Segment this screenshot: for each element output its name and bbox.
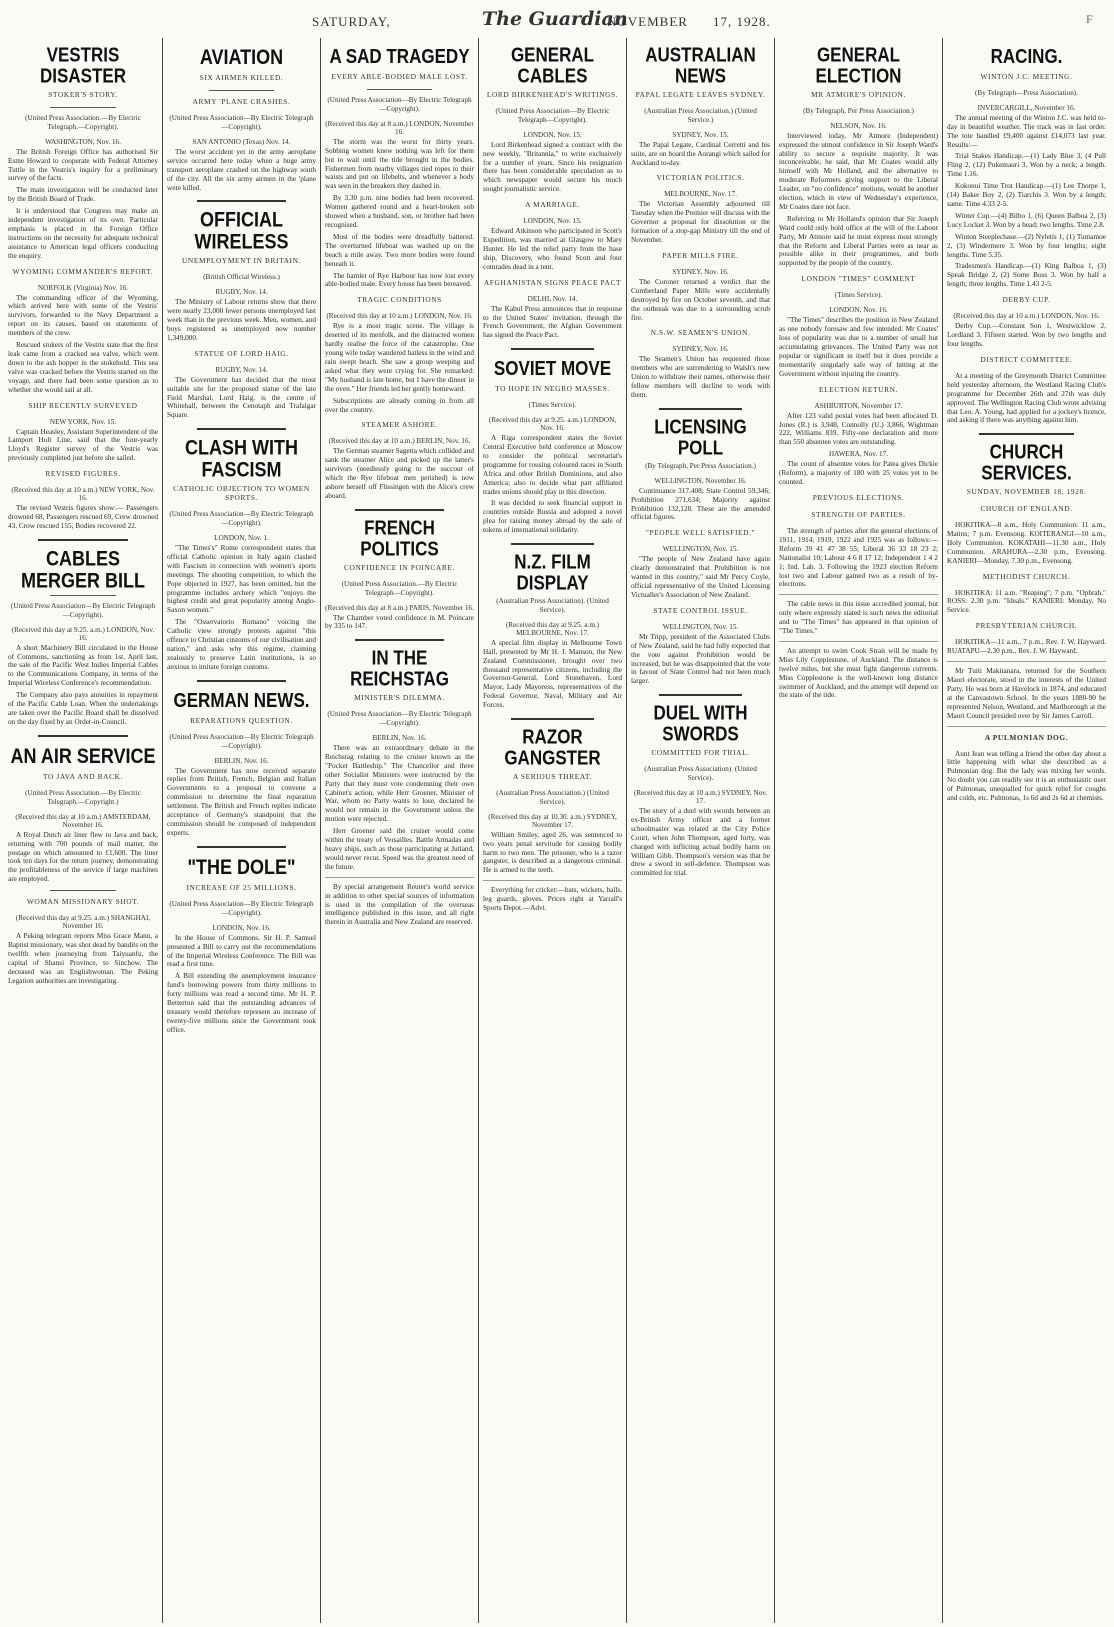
dateline: RUGBY, Nov. 14. bbox=[215, 288, 268, 297]
credit: (By Telegraph—Press Association). bbox=[975, 88, 1078, 97]
subhead: "PEOPLE WELL SATISFIED." bbox=[645, 528, 756, 538]
paragraph: The story of a duel with swords between an ex-British Army officer and a former schoolmaster was related at the City Police Court, when John Thompson, aged forty, was charged with inflicting actual bodily harm on William Gibb. Thompson's version was that he drew a sword in self-defence. Thompson was committed for trial. bbox=[631, 806, 770, 878]
paragraph: Continuance 317,408; State Control 59,346; Prohibition 271,634; Majority against Prohibition 132,128. These are the amended official figures. bbox=[631, 486, 770, 522]
dateline: (Received this day at 8 a.m.) PARIS, November 16. bbox=[325, 603, 474, 612]
column-2 bbox=[162, 38, 320, 1623]
paragraph: "The people of New Zealand have again clearly demonstrated that Prohibition is not wanted in this country," said Mr Percy Coyle, official representative of the United Licensing Victualler's Association of New Zealand. bbox=[631, 555, 770, 599]
column-1 bbox=[4, 38, 162, 1623]
dateline: HAWERA, Nov. 17. bbox=[828, 450, 889, 459]
subhead: EVERY ABLE-BODIED MALE LOST. bbox=[331, 71, 468, 81]
divider bbox=[979, 433, 1074, 435]
divider bbox=[511, 543, 594, 545]
subhead: VICTORIAN POLITICS. bbox=[656, 173, 745, 183]
headline: LICENSING POLL bbox=[654, 415, 747, 460]
dateline: (Received this day at 10 a.m.) AMSTERDAM, November 16. bbox=[15, 812, 151, 829]
paragraph: Herr Groener said the cruiser would come within the treaty of Versailles. Battle Armadas and heavy ships, such as those participating at Jutland, would never recur. Speed was the greatest need of the future. bbox=[325, 827, 474, 871]
dateline: LONDON, Nov. 16. bbox=[829, 306, 888, 315]
subhead: STRENGTH OF PARTIES. bbox=[811, 509, 906, 519]
subhead: A SERIOUS THREAT. bbox=[512, 771, 593, 781]
credit: (United Press Association—By Electric Telegraph—Copyright). bbox=[10, 601, 156, 619]
subhead: LONDON "TIMES" COMMENT bbox=[801, 274, 916, 284]
dateline: (Received this day at 8 a.m.) LONDON, November 16. bbox=[325, 119, 474, 136]
divider bbox=[483, 880, 622, 881]
paragraph: The main investigation will be conducted later by the British Board of Trade. bbox=[8, 186, 158, 204]
subhead: INCREASE OF 25 MILLIONS. bbox=[186, 882, 297, 892]
dateline: LONDON, Nov. 1. bbox=[214, 534, 269, 543]
subhead: STATE CONTROL ISSUE. bbox=[653, 605, 748, 615]
paragraph: Aunt Jean was telling a friend the other day about a little happening with what she described as a Pulmonian dog. But the lady was mixing her words. No doubt you can readily see it is an enthusiastic user of Pulmonas, unequalled for quick relief for coughs and colds, etc. Pulmonas, 1s 6d and 2s 6d at chemists. bbox=[947, 749, 1106, 803]
credit: (United Press Association—By Electric Telegraph—Copyright). bbox=[327, 95, 472, 113]
divider bbox=[367, 89, 433, 90]
subhead: PAPER MILLS FIRE. bbox=[662, 250, 739, 260]
divider bbox=[50, 595, 116, 596]
subhead: PAPAL LEGATE LEAVES SYDNEY. bbox=[635, 89, 766, 99]
paragraph: Trial Stakes Handicap.—(1) Lady Blue 3, (4 Pull Fling 2, (12) Pukemauri 3. Won by a neck; a length. Time 1.16. bbox=[947, 152, 1106, 179]
dateline: SAN ANTONIO (Texas) Nov. 14. bbox=[192, 137, 291, 146]
paragraph: HOKITIKA: 11 a.m. "Reaping"; 7 p.m. "Ophrah." ROSS: 2.30 p.m. "Ideals." KANIERI: Monday, No Service. bbox=[947, 588, 1106, 615]
subhead: METHODIST CHURCH. bbox=[982, 571, 1071, 581]
paragraph: Rye is a most tragic scene. The village is deserted of its menfolk, and the distracted women hardly realise the force of the catastrophe. One young wife today wandered hatless in the wind and rain swept beach. She saw a group weeping and asked what they were crying for. She remarked: "My husband is late home, but I have the dinner in the oven." Her friends led her gently homeward. bbox=[325, 322, 474, 393]
divider bbox=[197, 428, 286, 430]
subhead: AFGHANISTAN SIGNS PEACE PACT bbox=[483, 277, 622, 287]
divider bbox=[511, 348, 594, 350]
paragraph: The worst accident yet in the army aeroplane service occurred here today when a huge army transport aeroplane crashed on the highway south of the city. All the six army airmen in the 'plane were killed. bbox=[167, 147, 316, 192]
credit: (By Telegraph, Per Press Association.) bbox=[803, 106, 914, 115]
divider bbox=[197, 680, 286, 682]
subhead: LORD BIRKENHEAD'S WRITINGS. bbox=[486, 89, 619, 99]
paragraph: An attempt to swim Cook Strait will be made by Miss Lily Copplestone, of Auckland. The distance is twelve miles, but she must fight dangerous currents. Miss Copplestone is the well-known long distance swimmer of Auckland, and the attempt will depend on the state of the tide. bbox=[779, 646, 938, 700]
subhead: WOMAN MISSIONARY SHOT. bbox=[26, 897, 140, 907]
dateline: (Received this day at 9.25. a.m.) LONDON, Nov. 16. bbox=[11, 625, 155, 642]
dateline: WELLINGTON, Nov. 15. bbox=[662, 545, 739, 554]
masthead-title: The Guardian bbox=[482, 8, 628, 30]
paragraph: The German steamer Sagetta which collided and sank the steamer Alice and picked up the latter's survivors (needlessly going to the succour of which the Rye lifeboat men perished) is now ashore herself off Flissingen with the Alice's crew aboard. bbox=[325, 447, 474, 500]
paragraph: The "Osservatorio Romano" voicing the Catholic view strongly protests against "this offence to Christian customs of our civilisation and nation," and asks why this regime, claiming zealously to preserve Latin institutions, is so anxious to imitate foreign customs. bbox=[167, 618, 316, 671]
dateline: INVERCARGILL, November 16. bbox=[977, 103, 1076, 112]
paragraph: A Riga correspondent states the Soviet Central Executive held conference at Moscow to consider the political secretariat's programme for rousing coloured races in South Africa and other British Dominions, and also America; also to decide what part affiliated trades unions should play in this direction. bbox=[483, 434, 622, 496]
dateline: (Received this day at 10 a.m.) LONDON, Nov. 16. bbox=[953, 312, 1100, 321]
paragraph: Subscriptions are already coming in from all over the country. bbox=[325, 396, 474, 414]
paragraph: The Company also pays annuities in repayment of the Pacific Cable Loan. When the undertakings are taken over the Pacific Board shall be dissolved on the day fixed by an Order-in-Council. bbox=[8, 691, 158, 726]
dateline: (Received this day at 10 a.m.) NEW YORK, Nov. 16. bbox=[11, 486, 155, 503]
paragraph: The count of absentee votes for Patea gives Dickie (Reform), a majority of 180 with 25 votes yet to be counted. bbox=[779, 460, 938, 487]
masthead-mark: F bbox=[1086, 12, 1094, 26]
subhead: DISTRICT COMMITTEE. bbox=[980, 354, 1073, 364]
dateline: LONDON, Nov. 16. bbox=[212, 923, 271, 932]
paragraph: Tradesmen's Handicap.—(1) King Balboa 1, (3) Speak Bridge 2, (2) Some Boss 3. Won by half a length; three lengths. Time 1.43 2-5. bbox=[947, 262, 1106, 289]
subhead: STOKER'S STORY. bbox=[48, 89, 118, 99]
paragraph: "The Times" describes the position in New Zealand as one nobody foresaw and few intended. Mr Coates' loss of popularity was due to a number of small but accumulating grievances. The United Party was not popular or significant in itself but it does provide a momentarily singularly safe way of hitting at the Government without injuring the country. bbox=[779, 316, 938, 378]
dateline: MELBOURNE, Nov. 17. bbox=[664, 190, 737, 199]
credit: (By Telegraph, Per Press Association.) bbox=[645, 461, 756, 470]
headline: GENERAL ELECTION bbox=[815, 43, 902, 88]
dateline: RUGBY, Nov. 14. bbox=[215, 365, 268, 374]
dateline: DELHI, Nov. 14. bbox=[527, 294, 578, 303]
headline: IN THE REICHSTAG bbox=[350, 646, 449, 691]
subhead: REPARATIONS QUESTION. bbox=[190, 715, 293, 725]
subhead: SUNDAY, NOVEMBER 18, 1928. bbox=[966, 487, 1087, 496]
column-7 bbox=[942, 38, 1110, 1623]
dateline: (Received this day at 9.25. a.m.) SHANGHAI, November 16. bbox=[15, 914, 151, 931]
paragraph: A Peking telegram reports Miss Grace Mann, a Baptist missionary, was shot dead by bandits on the twelfth when journeying from Taiyuanfu, the capital of Shansi Province, to Sinchow. The deceased was an Englishwoman. The Peking Legation authorities are investigating. bbox=[8, 932, 158, 985]
paragraph: A short Machinery Bill circulated in the House of Commons, sanctioning as from 1st. April last, the sale of the Pacific West Indies Imperial Cables to the Communications Company, in terms of the Imperial Wireless Conference's recommendation. bbox=[8, 643, 158, 688]
paragraph: The strength of parties after the general elections of 1911, 1914, 1919, 1922 and 1925 was as follows:— Reform 39 41 47 38 55; Liberal 36 33 18 23 2; Nationalist 10; Labour 4 6 8 17 12; Independent 1 4 2 1; Ind. Lab. 3. Following the 1923 election Reform lost two and Labour gained two as a result of by-elections. bbox=[779, 526, 938, 589]
subhead: A MARRIAGE. bbox=[525, 200, 580, 210]
paragraph: Captain Heasley, Assistant Superintendent of the Lamport Holt Line, said that the four-yearly Lloyd's Register survey of the Vestris was previously completed just before she sailed. bbox=[8, 427, 158, 463]
credit: (Australian Press Association.) (United Service.) bbox=[644, 106, 757, 124]
subhead: DERBY CUP. bbox=[1002, 295, 1051, 305]
paragraph: The Seamen's Union has requested those members who are surrendering to Walsh's new Union to withdraw their names, otherwise their fellow members will decline to work with them. bbox=[631, 355, 770, 400]
subhead: TRAGIC CONDITIONS bbox=[357, 295, 442, 305]
paragraph: The commanding officer of the Wyoming, which arrived here with some of the Vestris' survivors, forwarded to the Navy Department a report on its causes, based on statements of members of the crew. bbox=[8, 293, 158, 338]
dateline: (Received this day at 10 a.m.) LONDON, Nov. 16. bbox=[326, 312, 473, 321]
paragraph: Derby Cup.—Constant Son 1, Westwicklow 2, Lordland 3. Fifteen started. Won by two lengths and four lengths. bbox=[947, 322, 1106, 348]
credit: (Australian Press Association). (United Service). bbox=[644, 764, 757, 782]
headline: RAZOR GANGSTER bbox=[504, 725, 601, 770]
paragraph: Mr Tuiti Makitanara, returned for the Southern Maori electorate, stood in the interests of the United Party. He was born at Havelock in 1874, and educated at the Canvastown School. In the years 1880-90 he represented Nelson, Westland, and Marlborough at the Maori Council presided over by Sir James Carroll. bbox=[947, 667, 1106, 720]
subhead: A PULMONIAN DOG. bbox=[984, 732, 1069, 742]
dateline: SYDNEY, Nov. 15. bbox=[672, 130, 729, 139]
dateline: LONDON, Nov. 15. bbox=[523, 217, 582, 226]
paragraph: Everything for cricket:—bats, wickets, balls, leg guards, gloves. Prices right at Yarrall's Sports Depot.—Advt. bbox=[483, 886, 622, 913]
subhead: REVISED FIGURES. bbox=[45, 469, 121, 479]
headline: CLASH WITH FASCISM bbox=[185, 435, 298, 482]
paragraph: A Bill extending the unemployment insurance fund's borrowing powers from thirty millions to forty millions was read a second time. Mr H. P. Betterton said that the outstanding advances of treasury would therefore represent an increase of twenty-five millions since the Government took office. bbox=[167, 972, 316, 1034]
headline: FRENCH POLITICS bbox=[360, 516, 439, 560]
dateline: BERLIN, Nov. 16. bbox=[214, 756, 269, 765]
subhead: SIX AIRMEN KILLED. bbox=[199, 72, 284, 82]
headline: CHURCH SERVICES. bbox=[981, 440, 1072, 485]
headline: A SAD TRAGEDY bbox=[329, 45, 470, 68]
divider bbox=[355, 639, 444, 641]
dateline: LONDON, Nov. 15. bbox=[523, 130, 582, 139]
subhead: TO JAVA AND BACK. bbox=[42, 771, 124, 781]
paragraph: In the House of Commons, Sir H. P. Samuel presented a Bill to carry out the recommendations of the Imperial Wireless Conference. The Bill was read a first time. bbox=[167, 933, 316, 969]
subhead: MINISTER'S DILEMMA. bbox=[354, 693, 445, 703]
paragraph: It was decided to seek financial support in countries outside Russia and adopted a novel plea for raising money abroad by the sale of tokens of international solidarity. bbox=[483, 499, 622, 535]
masthead-day: SATURDAY, bbox=[312, 14, 391, 29]
subhead: N.S.W. SEAMEN'S UNION. bbox=[650, 328, 751, 338]
paragraph: Winton Steeplechase.—(2) Nyletis 1, (1) Tumamoe 2, (3) Windermere 3. Won by four lengths; eight lengths. Time 5.35. bbox=[947, 232, 1106, 259]
paragraph: A special film display in Melbourne Town Hall, presented by Mr H. J. Manson, the New Zealand Commissioner, brought over two thousand representative citizens, including the Governor-General, Lord Stonehaven, Lord Mayor, Lady Mayoress, representatives of the Federal Governor, Naval, Military and Air Forces. bbox=[483, 638, 622, 710]
dateline: BERLIN, Nov. 16. bbox=[372, 734, 427, 743]
headline: OFFICIAL WIRELESS bbox=[194, 207, 289, 254]
headline: GENERAL CABLES bbox=[510, 43, 595, 88]
headline: RACING. bbox=[990, 45, 1063, 68]
paragraph: The Kabul Press announces that in response to the United States' invitation, through the French Government, the Afghan Government has signed the Peace Pact. bbox=[483, 304, 622, 340]
subhead: COMMITTED FOR TRIAL. bbox=[651, 747, 750, 757]
dateline: (Received this day at 10 a.m.) BERLIN, Nov. 16. bbox=[328, 437, 471, 446]
dateline: WELLINGTON, Nov. 15. bbox=[662, 622, 739, 631]
subhead: CONFIDENCE IN POINCARE. bbox=[344, 562, 455, 572]
dateline: NELSON, Nov. 16. bbox=[830, 121, 887, 130]
divider bbox=[355, 509, 444, 511]
divider bbox=[209, 90, 275, 91]
credit: (United Press Association.—By Electric Telegraph—Copyright). bbox=[341, 579, 458, 597]
divider bbox=[659, 408, 742, 410]
paragraph: Mr Tripp, president of the Associated Clubs of New Zealand, said he had fully expected that the vote against Prohibition would be increased, but he was disappointed that the vote in favour of State Control had not been much larger. bbox=[631, 632, 770, 686]
dateline: SYDNEY, Nov. 16. bbox=[672, 267, 729, 276]
dateline: WASHINGTON, Nov. 16. bbox=[45, 137, 121, 146]
paragraph: The Chamber voted confidence in M. Poincare by 335 to 147. bbox=[325, 613, 474, 631]
credit: (United Press Association—By Electric Telegraph—Copyright). bbox=[169, 510, 314, 528]
paragraph: The British Foreign Office has authorised Sir Esme Howard to cooperate with Federal Attorney Tuttle in the Vestris's inquiry for a preliminary survey of the facts. bbox=[8, 147, 158, 183]
credit: (United Press Association.—By Electric Telegraph.—Copyright.) bbox=[25, 788, 141, 806]
paragraph: After 123 valid postal votes had been allocated D. Jones (R.) is 3,948, Connolly (U.) 3,866, Wightman 222, Williams 839. Fifty-one declaration and more than 550 absentee votes are outstanding. bbox=[779, 411, 938, 447]
divider bbox=[779, 641, 938, 642]
divider bbox=[779, 594, 938, 595]
paragraph: HOKITIKA—11 a.m., 7 p.m., Rev. J. W. Hayward. RUATAPU—2.30 p.m., Rev. J. W. Hayward. bbox=[947, 638, 1106, 656]
paragraph: Kokonui Time Trot Handicap.—(1) Lee Thorpe 1, (14) Baker Boy 2, (2) Tiarchis 3. Won by a length; same. Time 4.33 2-5. bbox=[947, 182, 1106, 208]
dateline: (Received this day at 9.25. a.m.) MELBOURNE, Nov. 17. bbox=[505, 620, 600, 637]
dateline: (Received this day at 9.25. a.m.) LONDON, Nov. 16. bbox=[488, 416, 617, 433]
paragraph: Edward Atkinson who participated in Scott's Expedition, was married at Glasgow to Mary Hunter. He led the relief party from the base ship, Discovery, who found Scott and four comrades dead in a tent. bbox=[483, 227, 622, 271]
paragraph: Interviewed today, Mr Atmore (Independent) expressed the utmost confidence in Sir Joseph Ward's ability to secure a requisite majority. It was inconceivable, he said, that Mr Coates would ally himself with Mr Holland, and the alternative to moderate Reformers giving support to the Liberal Leader, on "no confidence" motions, would be another election, which in view of Wednesday's experience, Mr Coates dare not face. bbox=[779, 131, 938, 211]
paragraph: The Victorian Assembly adjourned till Tuesday when the Premier will discuss with the Governor a proposal for dissolution or the formation of a stop-gap Ministry till the end of November. bbox=[631, 200, 770, 245]
paragraph: The Coroner returned a verdict that the Cumberland Paper Mills were accidentally destroyed by fire on October seventh, and that the outbreak was due to a surrounding scrub fire. bbox=[631, 277, 770, 322]
paragraph: "The Times's" Rome correspondent states that official Catholic opinion in Italy again clashed with Fascism in connection with women's sports meetings. The shooting competition, to which the Pope objected in 1927, has been omitted, but the programme includes archery which "enjoys the highest credit and great popularity among Anglo-Saxon women." bbox=[167, 544, 316, 615]
divider bbox=[38, 539, 128, 541]
paragraph: The Government has decided that the most suitable site for the proposed statue of the late Field Marshal, Lord Haig, is the centre of Whitehall, between the Cenotaph and Trafalgar Square. bbox=[167, 375, 316, 420]
paragraph: William Smiley, aged 26, was sentenced to two years penal servitude for causing bodily harm to two men. The prisoner, who is a razor gangster, is described as a dangerous criminal. He is armed to the teeth. bbox=[483, 830, 622, 875]
headline: CABLES MERGER BILL bbox=[21, 546, 145, 593]
divider bbox=[197, 200, 286, 202]
paragraph: It is understood that Congress may make an independent investigation of its own. Particular emphasis is placed in the Foreign Office instructions on the necessity for adequate technical assistance to American legal officers conducting the enquiry. bbox=[8, 207, 158, 260]
divider bbox=[947, 661, 1106, 662]
dateline: WELLINGTON, November 16. bbox=[654, 476, 747, 485]
subhead: SHIP RECENTLY SURVEYED bbox=[28, 400, 138, 410]
headline: AN AIR SERVICE bbox=[10, 743, 156, 768]
paragraph: The Ministry of Labour returns show that there were nearly 23,000 fewer persons unemployed last week than in the previous week. Men, women, and boys registered as unemployed now number 1,349,000. bbox=[167, 298, 316, 342]
divider bbox=[947, 726, 1106, 727]
credit: (United Press Association—By Electric Telegraph—Copyright). bbox=[169, 899, 314, 917]
paragraph: Winter Cup.—(4) Bilbo 1, (6) Queen Balboa 2, (3) Lucy Locket 3. Won by a head; two lengths. Time 2.8. bbox=[947, 211, 1106, 229]
subhead: PRESBYTERIAN CHURCH. bbox=[975, 621, 1078, 631]
credit: (United Press Association—By Electric Telegraph—Copyright). bbox=[327, 710, 472, 728]
paragraph: There was an extraordinary debate in the Reichstag relating to the cruiser known as the "Pocket Battleship." The Chancellor and three other Socialist Ministers were instructed by the Party that they must vote condemning their own Cabinet's action, while Herr Groener, Minister of War, whom no Party wants to lose, declared he would not remain in the Government unless the motion were rejected. bbox=[325, 744, 474, 824]
subhead: TO HOPE IN NEGRO MASSES. bbox=[495, 384, 610, 394]
subhead: WINTON J.C. MEETING. bbox=[980, 71, 1073, 81]
paragraph: Most of the bodies were dreadfully battered. The overturned lifeboat was washed up on the beach a mile away. Two more bodies were found beneath it. bbox=[325, 232, 474, 268]
dateline: ASHBURTON, November 17. bbox=[814, 401, 903, 410]
subhead: STATUE OF LORD HAIG. bbox=[194, 348, 289, 358]
headline: N.Z. FILM DISPLAY bbox=[514, 550, 591, 595]
column-3 bbox=[320, 38, 478, 1623]
credit: (Australian Press Association). (United Service). bbox=[496, 596, 609, 614]
headline: AVIATION bbox=[199, 45, 284, 69]
dateline: SYDNEY, Nov. 16. bbox=[672, 345, 729, 354]
headline: GERMAN NEWS. bbox=[173, 688, 310, 712]
column-5 bbox=[626, 38, 774, 1623]
paragraph: Lord Birkenhead signed a contract with the new weekly, "Britannia," to write exclusively for a number of years. Since his resignation there has been considerable speculation as to which newspaper would secure his much sought journalistic service. bbox=[483, 140, 622, 194]
subhead: PREVIOUS ELECTIONS. bbox=[812, 492, 905, 502]
paragraph: Referring to Mr Holland's opinion that Sir Joseph Ward could only hold office at the will of the Labour Party, Mr Atmore said he must express most strongly that the Reform and Liberal Parties were as near as possible alike in their programmes, and both supported by the people of the country. bbox=[779, 214, 938, 268]
dateline: NORFOLK (Virginia) Nov. 16. bbox=[37, 283, 129, 292]
paragraph: At a meeting of the Greymouth District Committee held yesterday afternoon, the Westland Racing Club's programme for December 26th and 27th was duly approved. The Wellington Racing Club wrote advising that Leo. A. Young, had applied for a jockey's licence, and asking if there was anything against him. bbox=[947, 371, 1106, 425]
credit: (United Press Association.—By Electric Telegraph.—Copyright). bbox=[25, 113, 141, 131]
paragraph: The annual meeting of the Winton J.C. was held to-day in beautiful weather. The track was in fast order. The tote handled £9,400 against £14,073 last year. Results:— bbox=[947, 113, 1106, 149]
dateline: NEW YORK, Nov. 15. bbox=[49, 417, 117, 426]
subhead: UNEMPLOYMENT IN BRITAIN. bbox=[182, 256, 301, 266]
headline: DUEL WITH SWORDS bbox=[653, 701, 748, 746]
divider bbox=[197, 846, 286, 848]
divider bbox=[511, 718, 594, 720]
paragraph: A Royal Dutch air liner flew to Java and back, returning with 700 pounds of mail matter, the postage on which amounted to £1,600. The liner took ten days for the return journey, demonstrating the profitableness of the service if large machines are employed. bbox=[8, 830, 158, 884]
subhead: CHURCH OF ENGLAND. bbox=[980, 504, 1073, 513]
subhead: ELECTION RETURN. bbox=[819, 384, 898, 394]
subhead: MR ATMORE'S OPINION. bbox=[811, 89, 906, 99]
credit: (British Official Wireless.) bbox=[203, 273, 280, 282]
credit: (United Press Association—By Electric Telegraph—Copyright). bbox=[169, 113, 314, 131]
subhead: STEAMER ASHORE. bbox=[361, 420, 438, 430]
headline: SOVIET MOVE bbox=[493, 357, 612, 380]
divider bbox=[325, 877, 474, 878]
paragraph: The storm was the worst for thirty years. Sobbing women knew nothing was left for them but to wait until the tide brought in the bodies. Fishermen from nearby villages tied ropes to their waists and put on lifebelts, and whenever a body was seen in the breakers they dashed in. bbox=[325, 137, 474, 191]
columns bbox=[4, 38, 1110, 1623]
headline: "THE DOLE" bbox=[187, 854, 296, 879]
paragraph: By special arrangement Reuter's world service in addition to other special sources of information is used in the compilation of the overseas intelligence published in this issue, and all right therein in Australia and New Zealand are reserved. bbox=[325, 882, 474, 927]
paragraph: The hamlet of Rye Harbour has now lost every able-bodied male. Every house has been bereaved. bbox=[325, 271, 474, 289]
column-6 bbox=[774, 38, 942, 1623]
divider bbox=[50, 890, 116, 891]
paragraph: The cable news in this issue accredited journal, but only where expressly stated is such news the editorial and to "The Times" has appeared in that opinion of "The Times." bbox=[779, 600, 938, 636]
column-4 bbox=[478, 38, 626, 1623]
divider bbox=[50, 107, 116, 108]
masthead-month: NOVEMBER bbox=[607, 14, 688, 29]
paragraph: The Government has now received separate replies from British, French, Belgian and Italian Governments to a proposal to convene a commission to determine the final reparation settlement. The British and French replies indicate acceptance of Germany's standpoint that the commission should be composed of independent experts. bbox=[167, 766, 316, 837]
headline: AUSTRALIAN NEWS bbox=[645, 43, 756, 88]
subhead: WYOMING COMMANDER'S REPORT. bbox=[12, 266, 154, 276]
dateline: (Received this day at 10 a.m.) SYDNEY, Nov. 17. bbox=[633, 788, 768, 805]
headline: VESTRIS DISASTER bbox=[40, 43, 126, 88]
credit: (Times Service). bbox=[528, 401, 577, 410]
credit: (United Press Association—By Electric Telegraph—Copyright). bbox=[495, 106, 610, 124]
dateline: (Received this day at 10.30. a.m.) SYDNEY, November 17. bbox=[488, 812, 617, 829]
subhead: CATHOLIC OBJECTION TO WOMEN SPORTS. bbox=[173, 484, 310, 503]
paragraph: By 3.30 p.m. nine bodies had been recovered. Women gathered round and a heart-broken sob showed when a husband, son, or brother had been recognised. bbox=[325, 194, 474, 229]
divider bbox=[659, 694, 742, 696]
credit: (Australian Press Association.) (United Service). bbox=[496, 788, 609, 806]
credit: (United Press Association—By Electric Telegraph—Copyright). bbox=[169, 732, 314, 750]
paragraph: Rescued stokers of the Vestris state that the first leak came from a cracked sea valve, which went down to the ash hopper in the stokehold. This sea valve was cracked before the Vestris started on the voyage, and there had been some question as to whether she would sail at all. bbox=[8, 341, 158, 394]
paragraph: HOKITIKA—8 a.m., Holy Communion: 11 a.m., Matins; 7 p.m. Evensong. KOITERANGI—10 a.m., Holy Communion. KOKATAHI—11.30 a.m., Holy Communion. ARAHURA—2.30 p.m., Evensong. KANIERI—Monday, 7.30 p.m., Evensong. bbox=[947, 521, 1106, 565]
credit: (Times Service). bbox=[834, 291, 883, 300]
paragraph: The revised Vestris figures show:— Passengers drowned 68, Passengers rescued 69, Crew drowned 43, Crow rescued 155, Bodies recovered 22. bbox=[8, 504, 158, 530]
subhead: ARMY 'PLANE CRASHES. bbox=[192, 96, 291, 106]
paragraph: The Papal Legate, Cardinal Cerretti and his suite, are on board the Aorangi which sailed for Auckland to-day. bbox=[631, 140, 770, 167]
masthead-date: 17, 1928. bbox=[713, 14, 771, 29]
divider bbox=[38, 735, 128, 737]
